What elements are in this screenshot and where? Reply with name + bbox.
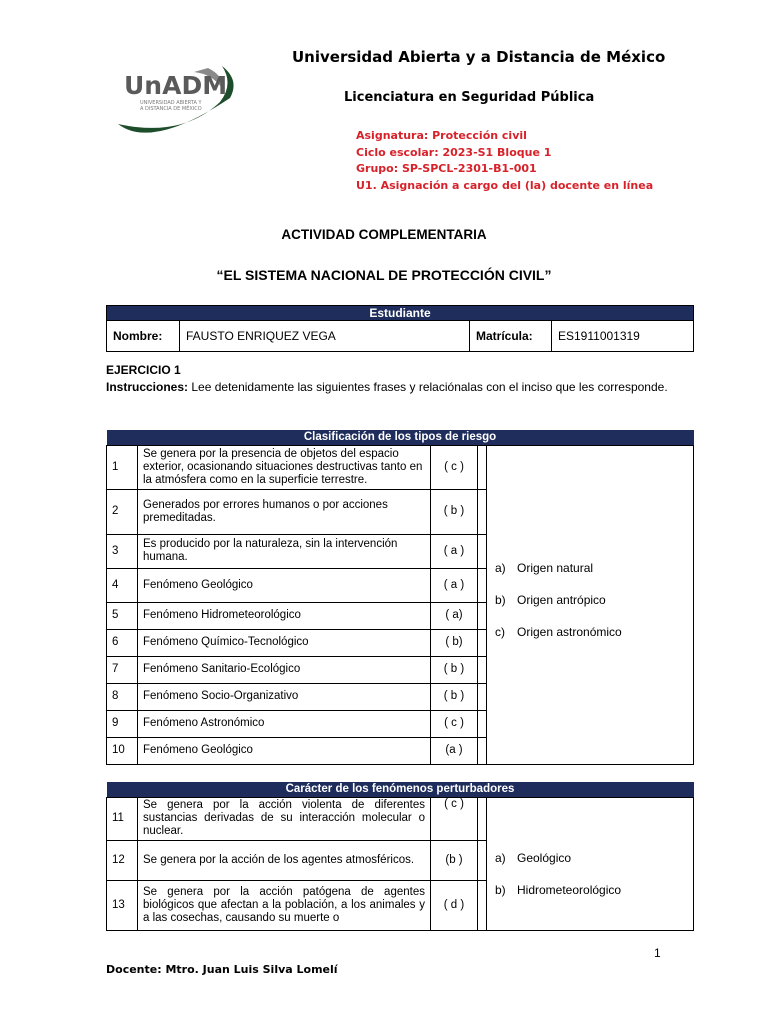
row-answer: ( b ): [431, 489, 478, 534]
page-number: 1: [654, 946, 661, 960]
row-answer: ( b ): [431, 683, 478, 710]
id-label: Matrícula:: [470, 321, 552, 352]
unadm-logo: [112, 58, 242, 140]
instructions-text: Lee detenidamente las siguientes frases y relaciónalas con el inciso que les corresponde.: [188, 380, 668, 394]
row-blank: [478, 629, 487, 656]
exercise-instructions: [106, 379, 694, 396]
row-answer: ( a ): [431, 534, 478, 568]
row-answer: ( c ): [431, 797, 478, 840]
footer-teacher: Docente: Mtro. Juan Luis Silva Lomelí: [106, 963, 338, 976]
student-id: ES1911001319: [552, 321, 694, 352]
row-text: Se genera por la acción patógena de agentes biológicos que afectan a la población, a los animales y a las cosechas, causando su muerte o: [138, 880, 431, 930]
row-blank: [478, 568, 487, 602]
row-answer: ( c ): [431, 445, 478, 489]
row-blank: [478, 656, 487, 683]
row-number: 6: [107, 629, 138, 656]
row-number: 8: [107, 683, 138, 710]
name-label: Nombre:: [107, 321, 180, 352]
table2-header: Carácter de los fenómenos perturbadores: [285, 782, 515, 795]
row-blank: [478, 683, 487, 710]
option-item: b) Hidrometeorológico: [495, 882, 622, 897]
row-text: Se genera por la acción violenta de diferentes sustancias derivadas de su interacción molecular o nuclear.: [138, 797, 431, 840]
row-text: Fenómeno Socio-Organizativo: [138, 683, 431, 710]
row-number: 13: [107, 880, 138, 930]
row-blank: [478, 737, 487, 764]
row-text: Se genera por la acción de los agentes atmosféricos.: [138, 840, 431, 880]
row-text: Es producido por la naturaleza, sin la intervención humana.: [138, 534, 431, 568]
row-blank: [478, 489, 487, 534]
row-answer: ( b ): [431, 656, 478, 683]
row-number: 3: [107, 534, 138, 568]
svg-text:A DISTANCIA DE MÉXICO: A DISTANCIA DE MÉXICO: [140, 106, 202, 112]
row-number: 11: [107, 797, 138, 840]
assignment-line: U1. Asignación a cargo del (la) docente en línea: [356, 178, 654, 192]
row-number: 12: [107, 840, 138, 880]
row-answer: ( c ): [431, 710, 478, 737]
row-blank: [478, 602, 487, 629]
instructions-label: Instrucciones:: [106, 380, 189, 394]
group-line: Grupo: SP-SPCL-2301-B1-001: [356, 162, 537, 175]
row-number: 9: [107, 710, 138, 737]
option-item: c) Origen astronómico: [495, 624, 622, 639]
option-item: a) Origen natural: [495, 560, 594, 575]
student-table: [106, 305, 694, 352]
subject-line: Asignatura: Protección civil: [356, 129, 527, 142]
row-text: Fenómeno Hidrometeorológico: [138, 602, 431, 629]
risk-classification-table: [106, 430, 694, 765]
row-answer: ( a ): [431, 568, 478, 602]
exercise-title: EJERCICIO 1: [106, 363, 181, 377]
row-text: Fenómeno Astronómico: [138, 710, 431, 737]
row-number: 10: [107, 737, 138, 764]
student-name: FAUSTO ENRIQUEZ VEGA: [180, 321, 470, 352]
option-item: a) Geológico: [495, 850, 572, 865]
table1-header: Clasificación de los tipos de riesgo: [303, 430, 497, 443]
table2-options: [487, 797, 694, 930]
row-text: Fenómeno Sanitario-Ecológico: [138, 656, 431, 683]
phenomena-character-table: [106, 782, 694, 931]
row-blank: [478, 445, 487, 489]
row-blank: [478, 880, 487, 930]
activity-subtitle: “EL SISTEMA NACIONAL DE PROTECCIÓN CIVIL”: [216, 267, 552, 283]
svg-text:UNIVERSIDAD ABIERTA Y: UNIVERSIDAD ABIERTA Y: [140, 100, 202, 106]
student-header: Estudiante: [107, 306, 694, 321]
university-title: Universidad Abierta y a Distancia de México: [292, 48, 666, 66]
row-blank: [478, 797, 487, 840]
table-row: [107, 797, 694, 840]
row-answer: (a ): [431, 737, 478, 764]
row-answer: ( b): [431, 629, 478, 656]
svg-text:UnADM: UnADM: [124, 71, 228, 100]
cycle-line: Ciclo escolar: 2023-S1 Bloque 1: [356, 145, 552, 159]
row-text: Fenómeno Geológico: [138, 737, 431, 764]
row-number: 2: [107, 489, 138, 534]
row-answer: (b ): [431, 840, 478, 880]
course-details: [356, 128, 653, 194]
row-answer: ( a): [431, 602, 478, 629]
row-text: Fenómeno Químico-Tecnológico: [138, 629, 431, 656]
row-blank: [478, 534, 487, 568]
row-text: Fenómeno Geológico: [138, 568, 431, 602]
row-number: 7: [107, 656, 138, 683]
row-blank: [478, 840, 487, 880]
row-text: Se genera por la presencia de objetos del espacio exterior, ocasionando situaciones destructivas tanto en la atmósfera como en la superficie terrestre.: [138, 445, 431, 489]
option-item: b) Origen antrópico: [495, 592, 606, 607]
program-title: Licenciatura en Seguridad Pública: [344, 90, 595, 105]
row-number: 4: [107, 568, 138, 602]
row-text: Generados por errores humanos o por acciones premeditadas.: [138, 489, 431, 534]
table-row: [107, 445, 694, 489]
row-number: 1: [107, 445, 138, 489]
row-answer: ( d ): [431, 880, 478, 930]
activity-title: ACTIVIDAD COMPLEMENTARIA: [281, 227, 487, 242]
row-number: 5: [107, 602, 138, 629]
table1-options: [487, 445, 694, 764]
exercise-block: [106, 362, 694, 396]
row-blank: [478, 710, 487, 737]
